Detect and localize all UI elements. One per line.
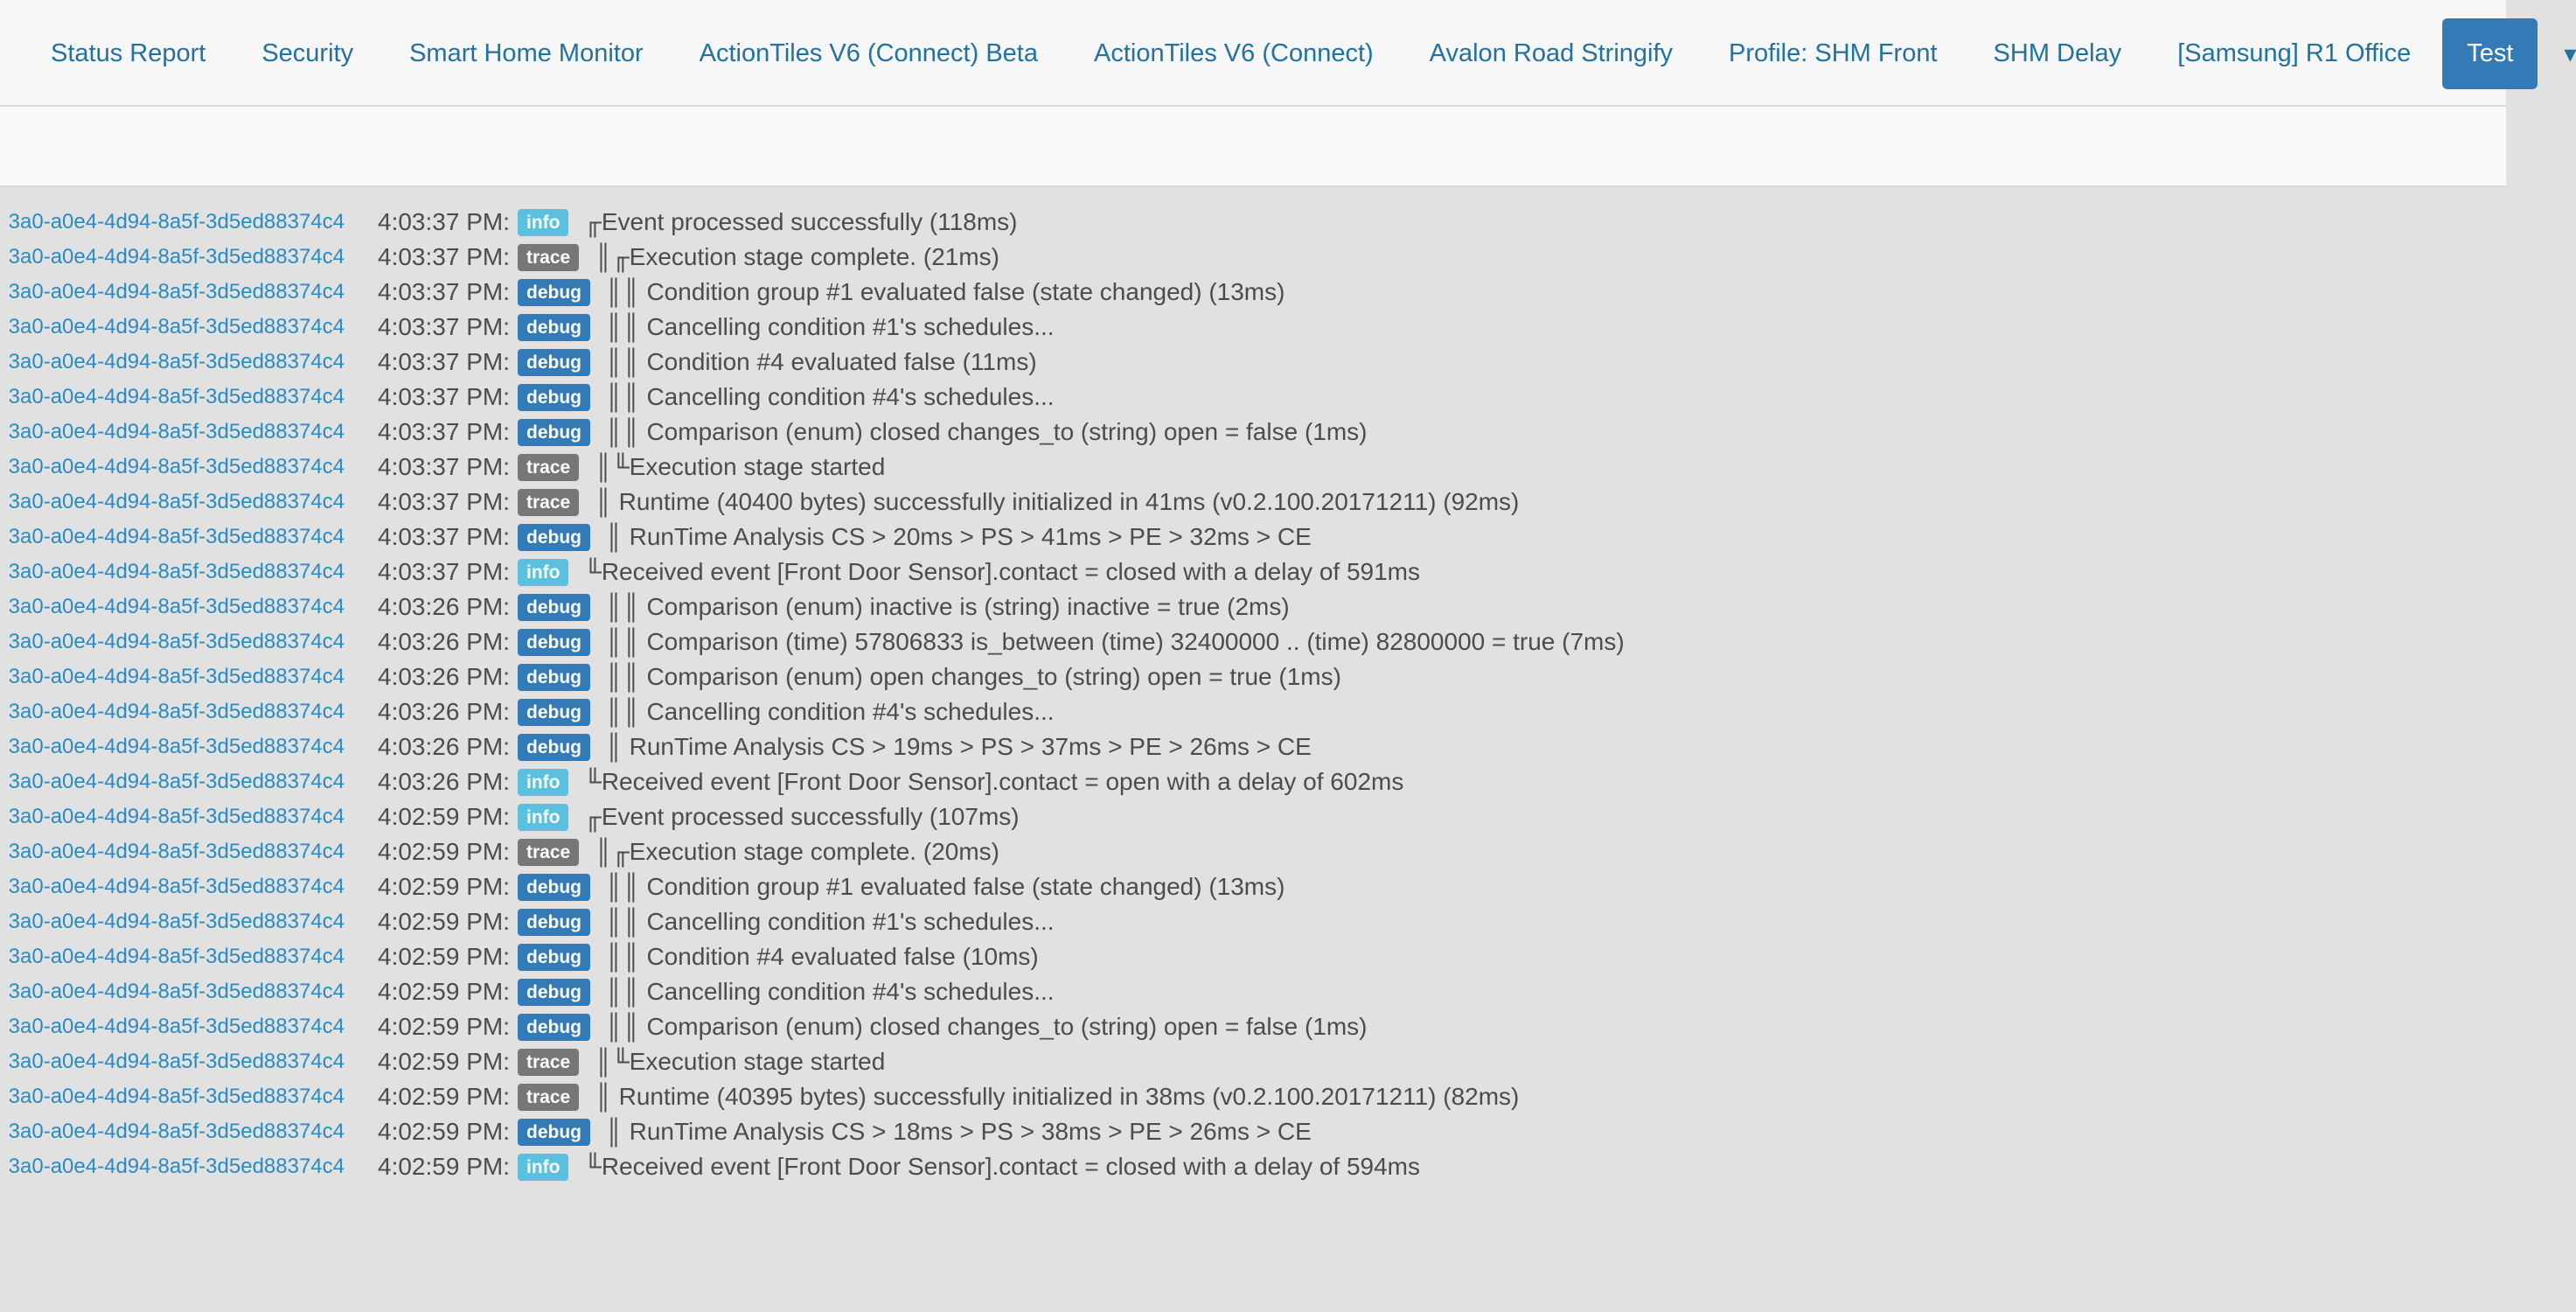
tab-actiontiles-v6-connect[interactable]: ActionTiles V6 (Connect) — [1094, 39, 1374, 67]
log-instance-id-link[interactable]: 3a0-a0e4-4d94-8a5f-3d5ed88374c4 — [8, 350, 345, 373]
log-message: ║║ Comparison (time) 57806833 is_between (time) 32400000 .. (time) 82800000 = true (7ms) — [605, 628, 1625, 655]
log-level-badge: info — [518, 559, 568, 586]
log-timestamp: 4:03:37 PM: — [378, 278, 510, 305]
log-message: ╓Event processed successfully (118ms) — [584, 208, 1018, 235]
tab-test[interactable]: Test — [2442, 18, 2538, 89]
log-level-badge: trace — [518, 1084, 579, 1111]
log-message: ╙Received event [Front Door Sensor].contact = closed with a delay of 591ms — [584, 558, 1420, 585]
log-instance-id-link[interactable]: 3a0-a0e4-4d94-8a5f-3d5ed88374c4 — [8, 910, 345, 933]
log-message: ║║ Cancelling condition #4's schedules... — [605, 383, 1055, 410]
log-level-badge: info — [518, 1154, 568, 1181]
log-message: ║║ Comparison (enum) closed changes_to (string) open = false (1ms) — [605, 418, 1368, 445]
log-timestamp: 4:02:59 PM: — [378, 943, 510, 970]
log-row — [0, 1009, 2506, 1044]
log-level-badge: info — [518, 769, 568, 796]
log-timestamp: 4:02:59 PM: — [378, 803, 510, 830]
log-timestamp: 4:03:37 PM: — [378, 313, 510, 340]
log-row — [0, 904, 2506, 939]
log-row — [0, 205, 2506, 240]
log-row — [0, 625, 2506, 659]
log-message: ║║ Cancelling condition #1's schedules... — [605, 313, 1055, 340]
log-instance-id-link[interactable]: 3a0-a0e4-4d94-8a5f-3d5ed88374c4 — [8, 490, 345, 513]
log-instance-id-link[interactable]: 3a0-a0e4-4d94-8a5f-3d5ed88374c4 — [8, 420, 345, 443]
log-message: ║║ Comparison (enum) closed changes_to (string) open = false (1ms) — [605, 1013, 1368, 1040]
log-row — [0, 450, 2506, 485]
log-message: ║╙Execution stage started — [595, 453, 886, 480]
log-instance-id-link[interactable]: 3a0-a0e4-4d94-8a5f-3d5ed88374c4 — [8, 630, 345, 653]
log-level-badge: debug — [518, 594, 590, 621]
log-level-badge: trace — [518, 839, 579, 866]
log-instance-id-link[interactable]: 3a0-a0e4-4d94-8a5f-3d5ed88374c4 — [8, 980, 345, 1003]
log-row — [0, 485, 2506, 520]
log-level-badge: debug — [518, 979, 590, 1006]
log-instance-id-link[interactable]: 3a0-a0e4-4d94-8a5f-3d5ed88374c4 — [8, 1120, 345, 1143]
tab-status-report[interactable]: Status Report — [51, 39, 206, 67]
log-timestamp: 4:02:59 PM: — [378, 873, 510, 900]
log-instance-id-link[interactable]: 3a0-a0e4-4d94-8a5f-3d5ed88374c4 — [8, 1085, 345, 1108]
log-level-badge: debug — [518, 699, 590, 726]
log-message: ║ Runtime (40400 bytes) successfully initialized in 41ms (v0.2.100.20171211) (92ms) — [595, 488, 1520, 515]
log-timestamp: 4:02:59 PM: — [378, 1153, 510, 1180]
log-message: ║ RunTime Analysis CS > 18ms > PS > 38ms > PE > 26ms > CE — [605, 1118, 1312, 1145]
log-timestamp: 4:03:26 PM: — [378, 663, 510, 690]
log-instance-id-link[interactable]: 3a0-a0e4-4d94-8a5f-3d5ed88374c4 — [8, 805, 345, 828]
log-message: ║ RunTime Analysis CS > 20ms > PS > 41ms > PE > 32ms > CE — [605, 523, 1312, 550]
log-level-badge: debug — [518, 734, 590, 761]
log-message: ║║ Cancelling condition #4's schedules... — [605, 978, 1055, 1005]
log-level-badge: trace — [518, 454, 579, 481]
tab-samsung-r1-office[interactable]: [Samsung] R1 Office — [2177, 39, 2412, 67]
log-instance-id-link[interactable]: 3a0-a0e4-4d94-8a5f-3d5ed88374c4 — [8, 665, 345, 688]
log-level-badge: debug — [518, 314, 590, 341]
log-level-badge: debug — [518, 1119, 590, 1146]
log-instance-id-link[interactable]: 3a0-a0e4-4d94-8a5f-3d5ed88374c4 — [8, 840, 345, 863]
log-row — [0, 590, 2506, 625]
log-timestamp: 4:03:26 PM: — [378, 593, 510, 620]
log-row — [0, 974, 2506, 1009]
log-timestamp: 4:02:59 PM: — [378, 908, 510, 935]
log-level-badge: debug — [518, 1014, 590, 1041]
log-level-badge: debug — [518, 629, 590, 656]
log-level-badge: debug — [518, 384, 590, 411]
log-row — [0, 275, 2506, 310]
log-level-badge: info — [518, 804, 568, 831]
log-level-badge: info — [518, 209, 568, 236]
log-message: ╓Event processed successfully (107ms) — [584, 803, 1020, 830]
tab-profile-shm-front[interactable]: Profile: SHM Front — [1729, 39, 1938, 67]
log-instance-id-link[interactable]: 3a0-a0e4-4d94-8a5f-3d5ed88374c4 — [8, 1050, 345, 1073]
log-instance-id-link[interactable]: 3a0-a0e4-4d94-8a5f-3d5ed88374c4 — [8, 280, 345, 304]
log-timestamp: 4:02:59 PM: — [378, 978, 510, 1005]
log-message: ║╓Execution stage complete. (20ms) — [595, 838, 999, 865]
tab-actiontiles-v6-connect-beta[interactable]: ActionTiles V6 (Connect) Beta — [699, 39, 1038, 67]
tab-overflow-chevron-icon[interactable]: ▾ — [2564, 40, 2576, 67]
tab-smart-home-monitor[interactable]: Smart Home Monitor — [409, 39, 644, 67]
tab-avalon-road-stringify[interactable]: Avalon Road Stringify — [1429, 39, 1674, 67]
log-row — [0, 415, 2506, 450]
log-level-badge: trace — [518, 244, 579, 271]
log-row — [0, 555, 2506, 590]
log-row — [0, 659, 2506, 694]
log-timestamp: 4:03:37 PM: — [378, 488, 510, 515]
log-row — [0, 1044, 2506, 1079]
log-message: ║║ Condition #4 evaluated false (10ms) — [605, 943, 1039, 970]
log-timestamp: 4:03:26 PM: — [378, 733, 510, 760]
log-timestamp: 4:03:37 PM: — [378, 523, 510, 550]
log-instance-id-link[interactable]: 3a0-a0e4-4d94-8a5f-3d5ed88374c4 — [8, 525, 345, 548]
log-row — [0, 1079, 2506, 1114]
log-message: ║║ Condition group #1 evaluated false (state changed) (13ms) — [605, 278, 1285, 305]
log-timestamp: 4:03:26 PM: — [378, 628, 510, 655]
log-message: ╙Received event [Front Door Sensor].contact = closed with a delay of 594ms — [584, 1153, 1420, 1180]
log-timestamp: 4:03:26 PM: — [378, 698, 510, 725]
log-message: ║║ Condition #4 evaluated false (11ms) — [605, 348, 1037, 375]
log-timestamp: 4:03:37 PM: — [378, 558, 510, 585]
log-instance-id-link[interactable]: 3a0-a0e4-4d94-8a5f-3d5ed88374c4 — [8, 875, 345, 898]
tab-list — [23, 18, 2576, 89]
log-level-badge: debug — [518, 944, 590, 971]
log-timestamp: 4:02:59 PM: — [378, 1013, 510, 1040]
log-level-badge: debug — [518, 349, 590, 376]
log-instance-id-link[interactable]: 3a0-a0e4-4d94-8a5f-3d5ed88374c4 — [8, 1155, 345, 1178]
log-instance-id-link[interactable]: 3a0-a0e4-4d94-8a5f-3d5ed88374c4 — [8, 770, 345, 793]
log-message: ║╙Execution stage started — [595, 1048, 886, 1075]
log-message: ║║ Condition group #1 evaluated false (state changed) (13ms) — [605, 873, 1285, 900]
log-level-badge: debug — [518, 874, 590, 901]
log-timestamp: 4:03:37 PM: — [378, 243, 510, 270]
log-row — [0, 1114, 2506, 1149]
log-level-badge: trace — [518, 1049, 579, 1076]
log-level-badge: debug — [518, 909, 590, 936]
log-level-badge: debug — [518, 279, 590, 306]
log-row — [0, 869, 2506, 904]
log-row — [0, 729, 2506, 764]
log-instance-id-link[interactable]: 3a0-a0e4-4d94-8a5f-3d5ed88374c4 — [8, 560, 345, 583]
log-message: ║╓Execution stage complete. (21ms) — [595, 243, 999, 270]
log-row — [0, 694, 2506, 729]
log-level-badge: trace — [518, 489, 579, 516]
log-timestamp: 4:02:59 PM: — [378, 1083, 510, 1110]
log-list — [0, 205, 2506, 1184]
log-instance-id-link[interactable]: 3a0-a0e4-4d94-8a5f-3d5ed88374c4 — [8, 455, 345, 478]
log-timestamp: 4:02:59 PM: — [378, 1048, 510, 1075]
log-timestamp: 4:03:37 PM: — [378, 418, 510, 445]
log-instance-id-link[interactable]: 3a0-a0e4-4d94-8a5f-3d5ed88374c4 — [8, 385, 345, 408]
log-row — [0, 240, 2506, 275]
log-row — [0, 345, 2506, 380]
log-instance-id-link[interactable]: 3a0-a0e4-4d94-8a5f-3d5ed88374c4 — [8, 245, 345, 269]
log-level-badge: debug — [518, 664, 590, 691]
log-instance-id-link[interactable]: 3a0-a0e4-4d94-8a5f-3d5ed88374c4 — [8, 945, 345, 968]
log-timestamp: 4:03:37 PM: — [378, 208, 510, 235]
tab-shm-delay[interactable]: SHM Delay — [1993, 39, 2122, 67]
log-instance-id-link[interactable]: 3a0-a0e4-4d94-8a5f-3d5ed88374c4 — [8, 1015, 345, 1038]
log-instance-id-link[interactable]: 3a0-a0e4-4d94-8a5f-3d5ed88374c4 — [8, 735, 345, 758]
log-instance-id-link[interactable]: 3a0-a0e4-4d94-8a5f-3d5ed88374c4 — [8, 315, 345, 338]
log-message: ║ Runtime (40395 bytes) successfully initialized in 38ms (v0.2.100.20171211) (82ms) — [595, 1083, 1520, 1110]
log-row — [0, 764, 2506, 799]
log-message: ║║ Comparison (enum) inactive is (string) inactive = true (2ms) — [605, 593, 1290, 620]
toolbar-strip — [0, 107, 2506, 187]
log-row — [0, 520, 2506, 555]
log-message: ║ RunTime Analysis CS > 19ms > PS > 37ms > PE > 26ms > CE — [605, 733, 1312, 760]
log-row — [0, 939, 2506, 974]
log-timestamp: 4:03:37 PM: — [378, 348, 510, 375]
log-timestamp: 4:03:26 PM: — [378, 768, 510, 795]
log-message: ║║ Cancelling condition #1's schedules... — [605, 908, 1055, 935]
log-level-badge: debug — [518, 419, 590, 446]
log-instance-id-link[interactable]: 3a0-a0e4-4d94-8a5f-3d5ed88374c4 — [8, 595, 345, 618]
log-timestamp: 4:03:37 PM: — [378, 383, 510, 410]
log-row — [0, 799, 2506, 834]
top-navigation-bar — [0, 0, 2576, 107]
log-row — [0, 1149, 2506, 1184]
log-row — [0, 310, 2506, 345]
log-instance-id-link[interactable]: 3a0-a0e4-4d94-8a5f-3d5ed88374c4 — [8, 700, 345, 723]
log-message: ║║ Comparison (enum) open changes_to (string) open = true (1ms) — [605, 663, 1341, 690]
log-message: ╙Received event [Front Door Sensor].contact = open with a delay of 602ms — [584, 768, 1404, 795]
log-timestamp: 4:02:59 PM: — [378, 1118, 510, 1145]
log-timestamp: 4:02:59 PM: — [378, 838, 510, 865]
log-message: ║║ Cancelling condition #4's schedules... — [605, 698, 1055, 725]
log-row — [0, 834, 2506, 869]
log-timestamp: 4:03:37 PM: — [378, 453, 510, 480]
log-row — [0, 380, 2506, 415]
log-level-badge: debug — [518, 524, 590, 551]
log-instance-id-link[interactable]: 3a0-a0e4-4d94-8a5f-3d5ed88374c4 — [8, 210, 345, 234]
tab-security[interactable]: Security — [261, 39, 354, 67]
